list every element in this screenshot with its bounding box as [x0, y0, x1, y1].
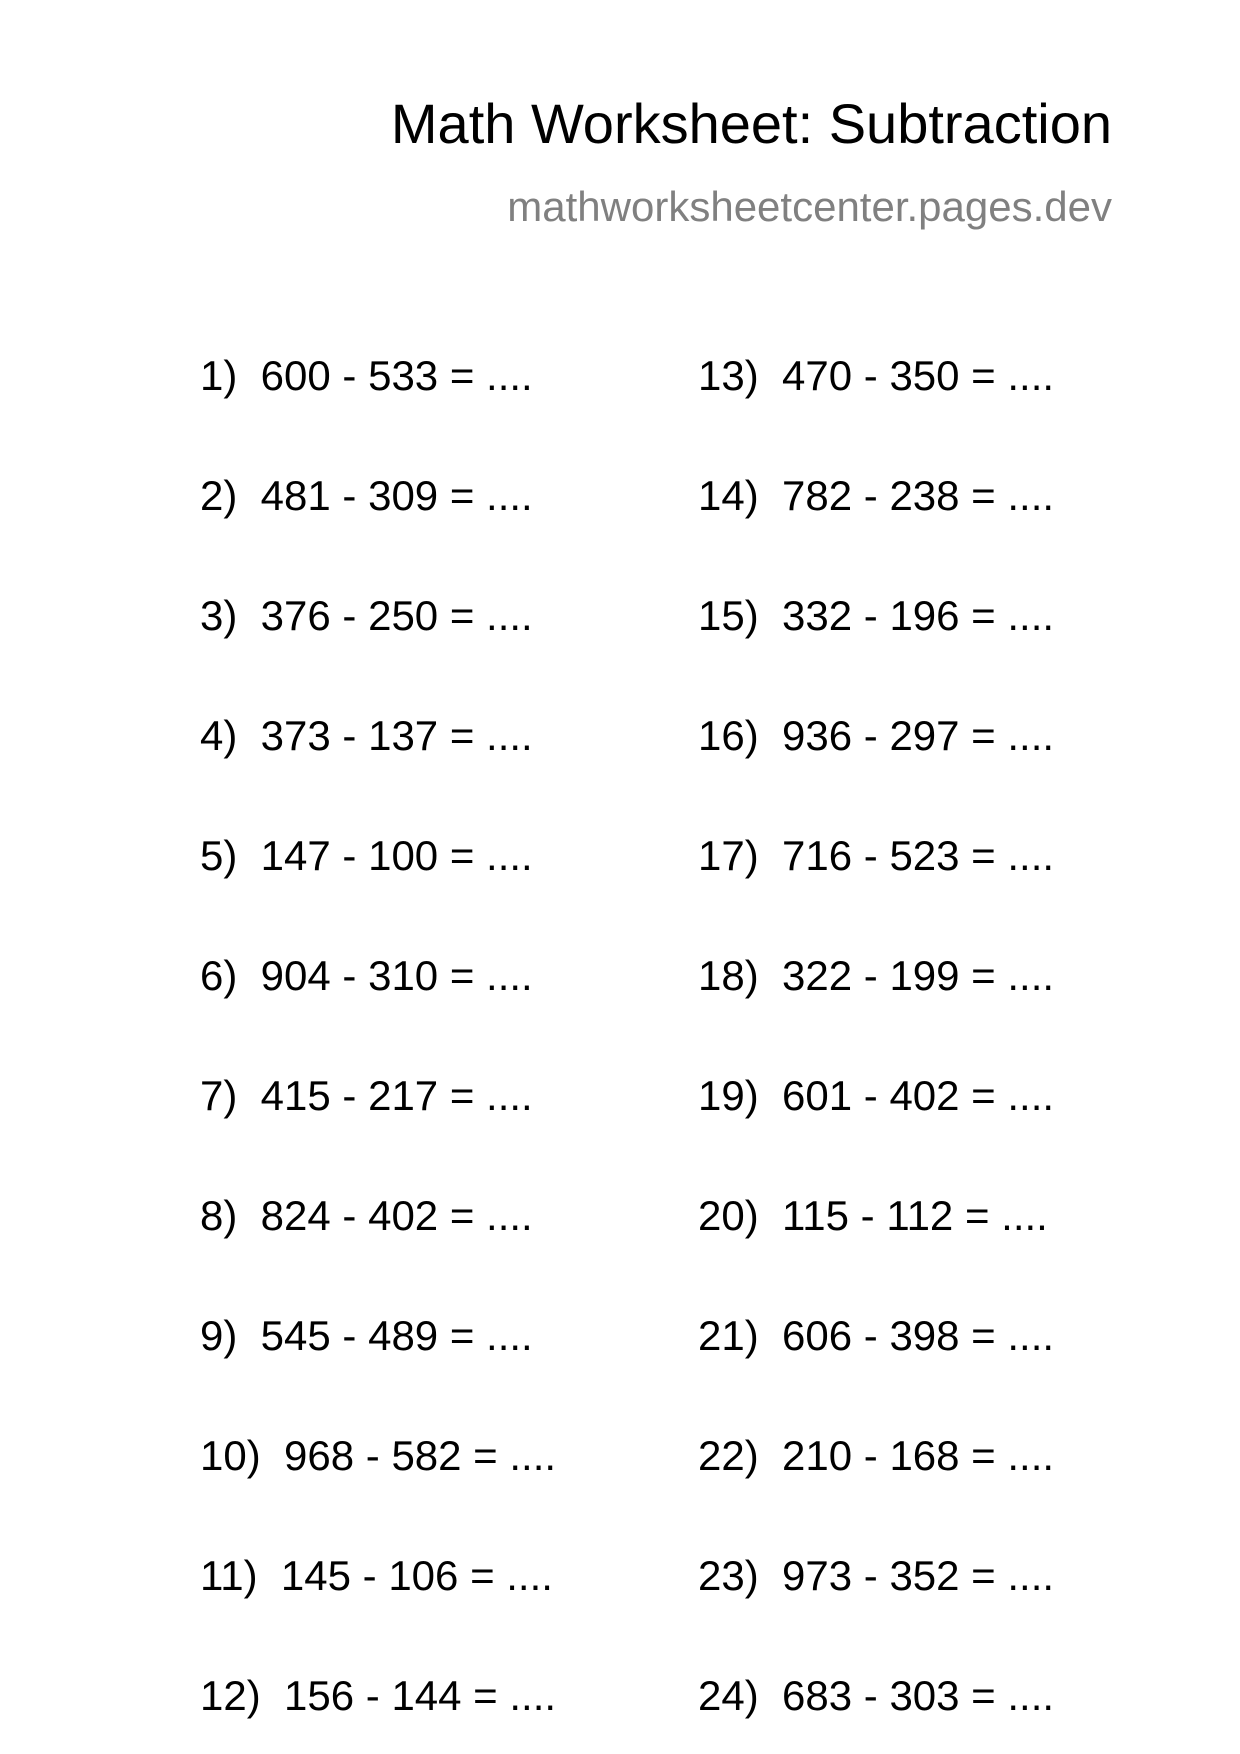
problem-item: 14) 782 - 238 = .... [698, 472, 1055, 519]
page-subtitle: mathworksheetcenter.pages.dev [507, 183, 1112, 230]
problem-item: 7) 415 - 217 = .... [200, 1072, 533, 1119]
problem-item: 3) 376 - 250 = .... [200, 592, 533, 639]
problem-item: 20) 115 - 112 = .... [698, 1192, 1048, 1239]
problem-item: 23) 973 - 352 = .... [698, 1552, 1055, 1599]
problem-item: 19) 601 - 402 = .... [698, 1072, 1055, 1119]
problem-item: 11) 145 - 106 = .... [200, 1552, 553, 1599]
problem-item: 8) 824 - 402 = .... [200, 1192, 533, 1239]
problem-item: 15) 332 - 196 = .... [698, 592, 1055, 639]
problem-item: 22) 210 - 168 = .... [698, 1432, 1055, 1479]
problem-item: 24) 683 - 303 = .... [698, 1672, 1055, 1719]
problem-item: 2) 481 - 309 = .... [200, 472, 533, 519]
problem-item: 13) 470 - 350 = .... [698, 352, 1055, 399]
problem-item: 1) 600 - 533 = .... [200, 352, 533, 399]
page-title: Math Worksheet: Subtraction [390, 92, 1112, 155]
problem-item: 18) 322 - 199 = .... [698, 952, 1055, 999]
problem-item: 5) 147 - 100 = .... [200, 832, 533, 879]
problem-item: 6) 904 - 310 = .... [200, 952, 533, 999]
problem-item: 12) 156 - 144 = .... [200, 1672, 557, 1719]
problem-item: 10) 968 - 582 = .... [200, 1432, 557, 1479]
problem-item: 16) 936 - 297 = .... [698, 712, 1055, 759]
problem-item: 4) 373 - 137 = .... [200, 712, 533, 759]
problem-item: 9) 545 - 489 = .... [200, 1312, 533, 1359]
problem-item: 17) 716 - 523 = .... [698, 832, 1055, 879]
problem-item: 21) 606 - 398 = .... [698, 1312, 1055, 1359]
